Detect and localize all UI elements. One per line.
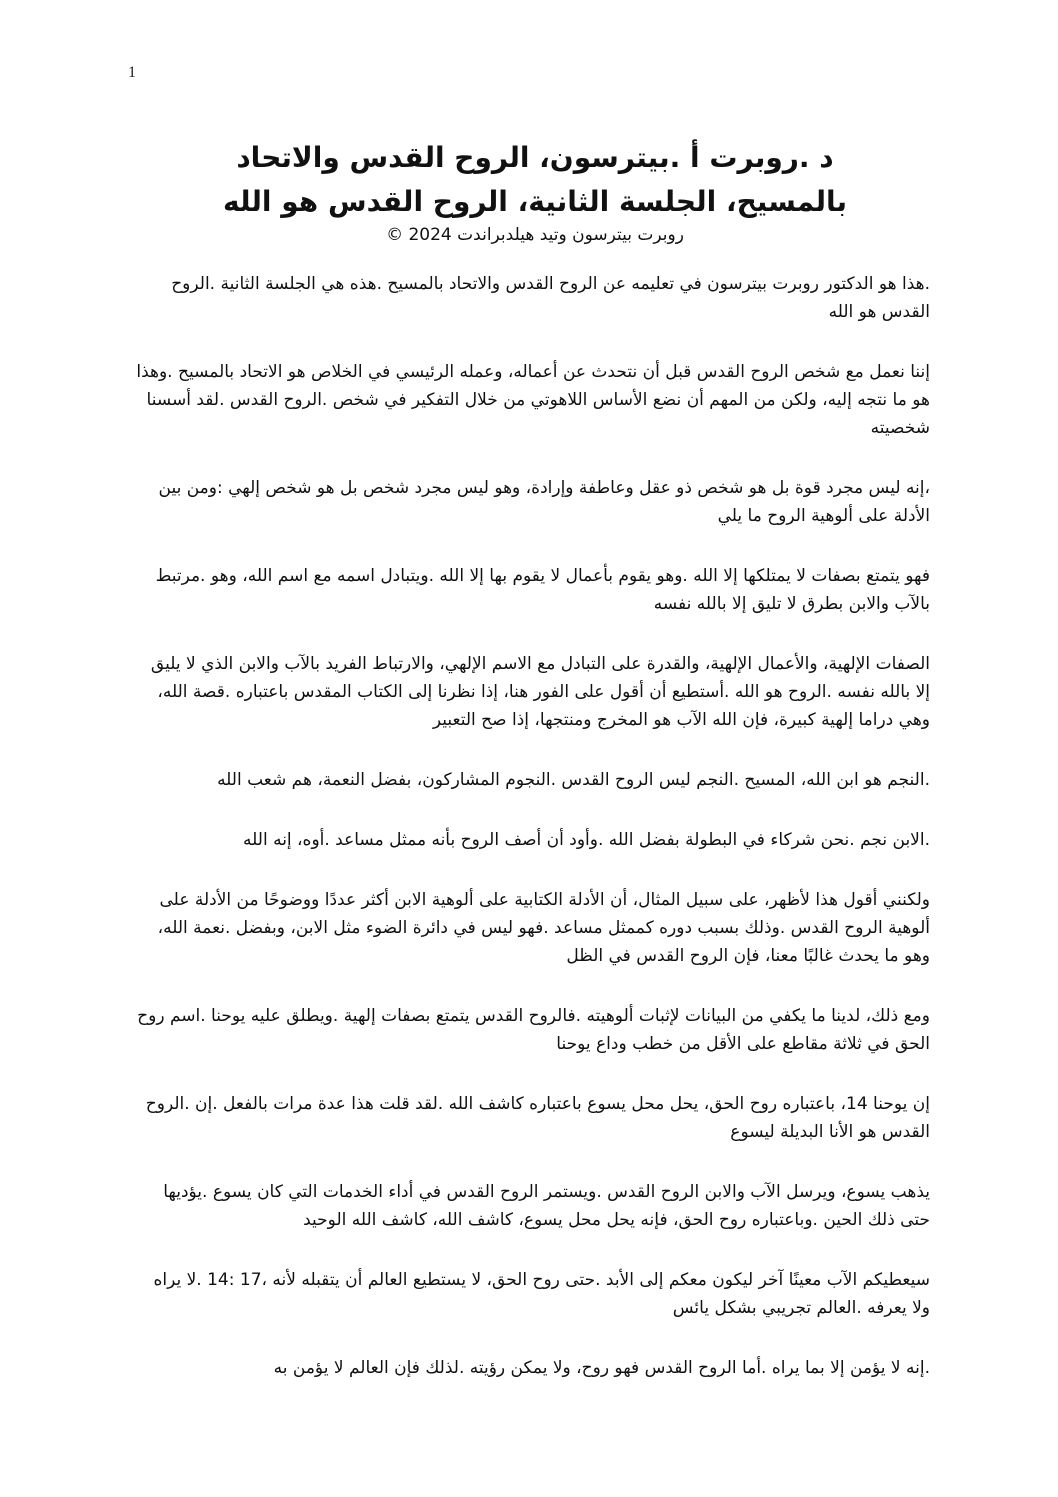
paragraph-7: .الابن نجم .نحن شركاء في البطولة بفضل الله .وأود أن أصف الروح بأنه ممثل مساعد .أوه، إنه الله bbox=[243, 830, 930, 850]
paragraph-13: .إنه لا يؤمن إلا بما يراه .أما الروح القدس فهو روح، ولا يمكن رؤيته .لذلك فإن العالم لا يؤمن به bbox=[273, 1358, 930, 1378]
paragraph-6: .النجم هو ابن الله، المسيح .النجم ليس الروح القدس .النجوم المشاركون، بفضل النعمة، هم شعب الله bbox=[217, 770, 930, 790]
paragraph-11: يذهب يسوع، ويرسل الآب والابن الروح القدس .ويستمر الروح القدس في أداء الخدمات التي كان يسوع .يؤديها حتى ذلك الحين .وباعتباره روح الحق، فإنه يحل محل يسوع، كاشف الله، كاشف الله الوحيد bbox=[163, 1182, 930, 1230]
document-title bbox=[160, 136, 910, 224]
paragraph-4: فهو يتمتع بصفات لا يمتلكها إلا الله .وهو يقوم بأعمال لا يقوم بها إلا الله .ويتبادل اسمه مع اسم الله، وهو .مرتبط بالآب والابن بطرق لا تليق إلا بالله نفسه bbox=[155, 566, 930, 614]
paragraph-3: ،إنه ليس مجرد قوة بل هو شخص ذو عقل وعاطفة وإرادة، وهو ليس مجرد شخص بل هو شخص إلهي :ومن بين الأدلة على ألوهية الروح ما يلي bbox=[158, 478, 930, 526]
paragraph-12: سيعطيكم الآب معينًا آخر ليكون معكم إلى الأبد .حتى روح الحق، لا يستطيع العالم أن يتقبله لأنه ،17 :14 .لا يراه ولا يعرفه .العالم تجريبي بشكل يائس bbox=[153, 1270, 930, 1318]
paragraph-9: ومع ذلك، لدينا ما يكفي من البيانات لإثبات ألوهيته .فالروح القدس يتمتع بصفات إلهية .ويطلق عليه يوحنا .اسم روح الحق في ثلاثة مقاطع على الأقل من خطب وداع يوحنا bbox=[137, 1006, 930, 1054]
copyright-line: روبرت بيترسون وتيد هيلدبراندت 2024 © bbox=[386, 225, 684, 245]
paragraph-5: الصفات الإلهية، والأعمال الإلهية، والقدرة على التبادل مع الاسم الإلهي، والارتباط الفريد بالآب والابن الذي لا يليق إلا بالله نفسه .الروح هو الله .أستطيع أن أقول على الفور هنا، إذا نظرنا إلى الكتاب المقدس باعتباره .قصة الله، وهي دراما إلهية كبيرة، فإن الله الآب هو المخرج ومنتجها، إذا صح التعبير bbox=[150, 654, 930, 730]
paragraph-1: .هذا هو الدكتور روبرت بيترسون في تعليمه عن الروح القدس والاتحاد بالمسيح .هذه هي الجلسة الثانية .الروح القدس هو الله bbox=[171, 274, 930, 322]
document-header bbox=[160, 136, 910, 246]
page-number: 1 bbox=[128, 64, 136, 81]
document-body bbox=[134, 270, 930, 1414]
title-line-2: بالمسيح، الجلسة الثانية، الروح القدس هو الله bbox=[222, 185, 848, 218]
paragraph-10: إن يوحنا 14، باعتباره روح الحق، يحل محل يسوع باعتباره كاشف الله .لقد قلت هذا عدة مرات بالفعل .إن .الروح القدس هو الأنا البديلة ليسوع bbox=[145, 1094, 930, 1142]
paragraph-2: إننا نعمل مع شخص الروح القدس قبل أن نتحدث عن أعماله، وعمله الرئيسي في الخلاص هو الاتحاد بالمسيح .وهذا هو ما نتجه إليه، ولكن من المهم أن نضع الأساس اللاهوتي من خلال التفكير في شخص .الروح القدس .لقد أسسنا شخصيته bbox=[136, 362, 930, 438]
paragraph-8: ولكنني أقول هذا لأظهر، على سبيل المثال، أن الأدلة الكتابية على ألوهية الابن أكثر عددًا ووضوحًا من الأدلة على ألوهية الروح القدس .وذلك بسبب دوره كممثل مساعد .فهو ليس في دائرة الضوء مثل الابن، وبفضل .نعمة الله، وهو ما يحدث غالبًا معنا، فإن الروح القدس في الظل bbox=[157, 890, 930, 966]
title-line-1: د .روبرت أ .بيترسون، الروح القدس والاتحاد bbox=[236, 141, 834, 174]
